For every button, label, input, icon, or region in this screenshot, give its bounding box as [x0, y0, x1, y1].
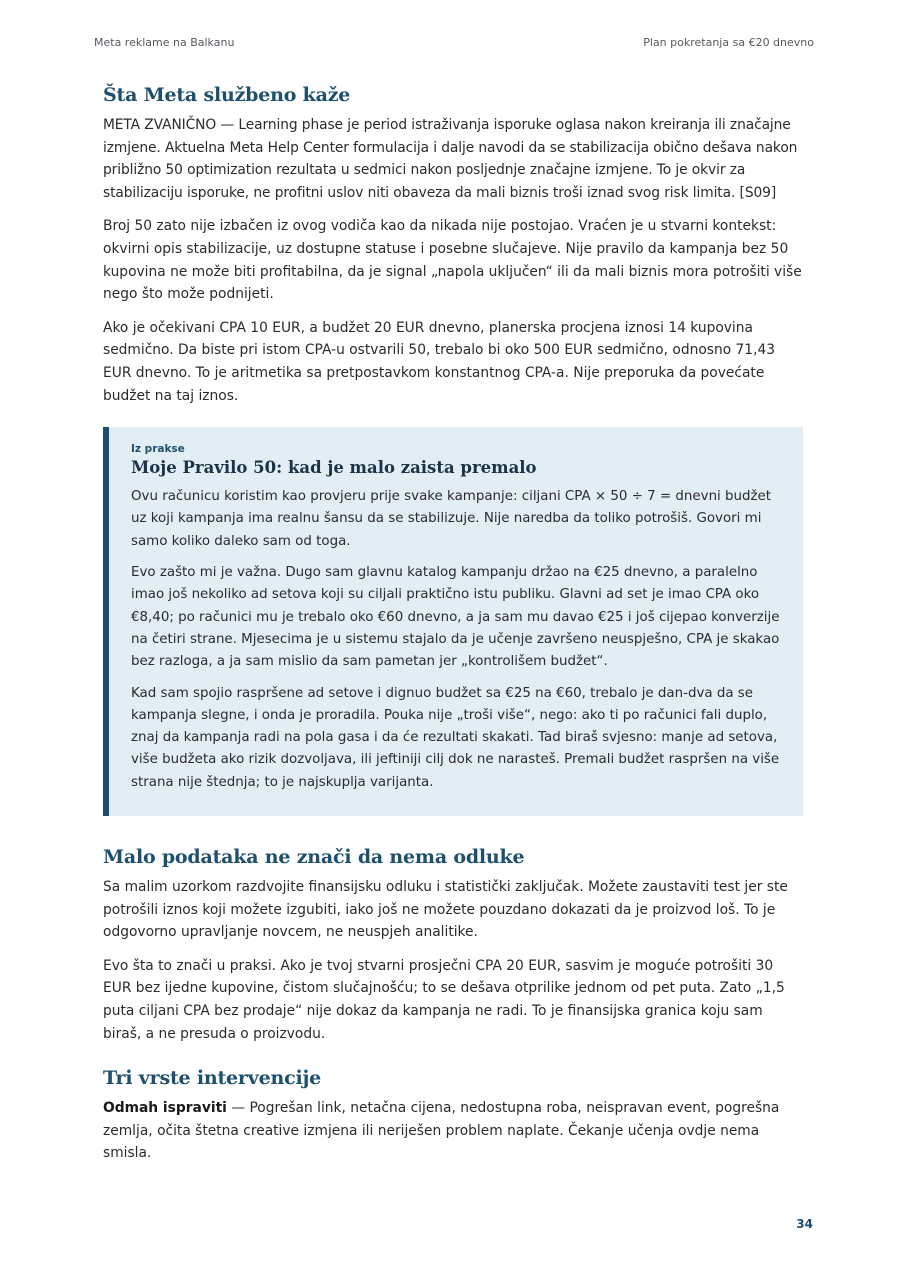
paragraph: META ZVANIČNO — Learning phase je period istraživanja isporuke oglasa nakon kreiranja ili značajne izmjene. Aktuelna Meta Help Center formulacija i dalje navodi da se stabilizacija obično dešava nakon približno 50 optimization rezultata u sedmici nakon posljednje značajne izmjene. To je okvir za stabilizaciju isporuke, ne profitni uslov niti obaveza da mali biznis troši iznad svog risk limita. [S09] [103, 117, 798, 201]
paragraph [103, 1097, 803, 1165]
callout-paragraph: Ovu računicu koristim kao provjeru prije svake kampanje: ciljani CPA × 50 ÷ 7 = dnevni budžet uz koji kampanja ima realnu šansu da se stabilizuje. Nije naredba da toliko potrošiš. Govori mi samo koliko daleko sam od toga. [131, 489, 772, 549]
header-book-title: Meta reklame na Balkanu [94, 36, 235, 49]
practice-callout-box [103, 427, 803, 816]
callout-title: Moje Pravilo 50: kad je malo zaista premalo [131, 458, 537, 478]
callout-kicker: Iz prakse [131, 443, 185, 456]
section-title: Tri vrste intervencije [103, 1067, 322, 1090]
paragraph: Sa malim uzorkom razdvojite finansijsku odluku i statistički zaključak. Možete zaustaviti test jer ste potrošili iznos koji možete izgubiti, iako još ne možete pouzdano dokazati da je proizvod loš. To je odgovorno upravljanje novcem, ne neuspjeh analitike. [103, 878, 788, 941]
header-chapter-title: Plan pokretanja sa €20 dnevno [643, 36, 814, 49]
callout-paragraph: Evo zašto mi je važna. Dugo sam glavnu katalog kampanju držao na €25 dnevno, a paralelno imao još nekoliko ad setova koji su ciljali praktično istu publiku. Glavni ad set je imao CPA oko €8,40; po računici mu je trebalo oko €60 dnevno, a ja sam mu davao €25 i još cijepao konverzije na četiri strane. Mjesecima je u sistemu stajalo da je učenje završeno neuspješno, CPA je skakao bez razloga, a ja sam mislio da sam pametan jer „kontrolišem budžet“. [131, 565, 780, 670]
paragraph-text: — Pogrešan link, netačna cijena, nedostupna roba, neispravan event, pogrešna zemlja, očita štetna creative izmjena ili neriješen problem naplate. Čekanje učenja ovdje nema smisla. [103, 1100, 780, 1162]
section-title: Malo podataka ne znači da nema odluke [103, 845, 525, 868]
bold-term: Odmah ispraviti [103, 1100, 227, 1117]
callout-paragraph: Kad sam spojio raspršene ad setove i dignuo budžet sa €25 na €60, trebalo je dan-dva da se kampanja slegne, i onda je proradila. Pouka nije „troši više“, nego: ako ti po računici fali duplo, znaj da kampanja radi na pola gasa i da će rezultati skakati. Tad biraš svjesno: manje ad setova, više budžeta ako rizik dozvoljava, ili jeftiniji cilj dok ne narasteš. Premali budžet raspršen na više strana nije štednja; to je najskuplja varijanta. [131, 685, 780, 790]
page-number: 34 [796, 1217, 813, 1231]
running-header [94, 36, 814, 49]
section-interventions [103, 1067, 803, 1165]
page-content [103, 84, 803, 1176]
paragraph: Broj 50 zato nije izbačen iz ovog vodiča kao da nikada nije postojao. Vraćen je u stvarni kontekst: okvirni opis stabilizacije, uz dostupne statuse i posebne slučajeve. Nije pravilo da kampanja bez 50 kupovina ne može biti profitabilna, da je signal „napola uključen“ ili da mali biznis mora potrošiti više nego što može podnijeti. [103, 218, 802, 303]
section-title: Šta Meta službeno kaže [103, 84, 351, 106]
section-small-data [103, 846, 803, 1045]
section-meta-official [103, 84, 803, 407]
paragraph: Ako je očekivani CPA 10 EUR, a budžet 20 EUR dnevno, planerska procjena iznosi 14 kupovina sedmično. Da biste pri istom CPA-u ostvarili 50, trebalo bi oko 500 EUR sedmično, odnosno 71,43 EUR dnevno. To je aritmetika sa pretpostavkom konstantnog CPA-a. Nije preporuka da povećate budžet na taj iznos. [103, 319, 776, 404]
paragraph: Evo šta to znači u praksi. Ako je tvoj stvarni prosječni CPA 20 EUR, sasvim je moguće potrošiti 30 EUR bez ijedne kupovine, čistom slučajnošću; to se dešava otprilike jednom od pet puta. Zato „1,5 puta ciljani CPA bez prodaje“ nije dokaz da kampanja ne radi. To je finansijska granica koju sam biraš, a ne presuda o proizvodu. [103, 957, 785, 1042]
